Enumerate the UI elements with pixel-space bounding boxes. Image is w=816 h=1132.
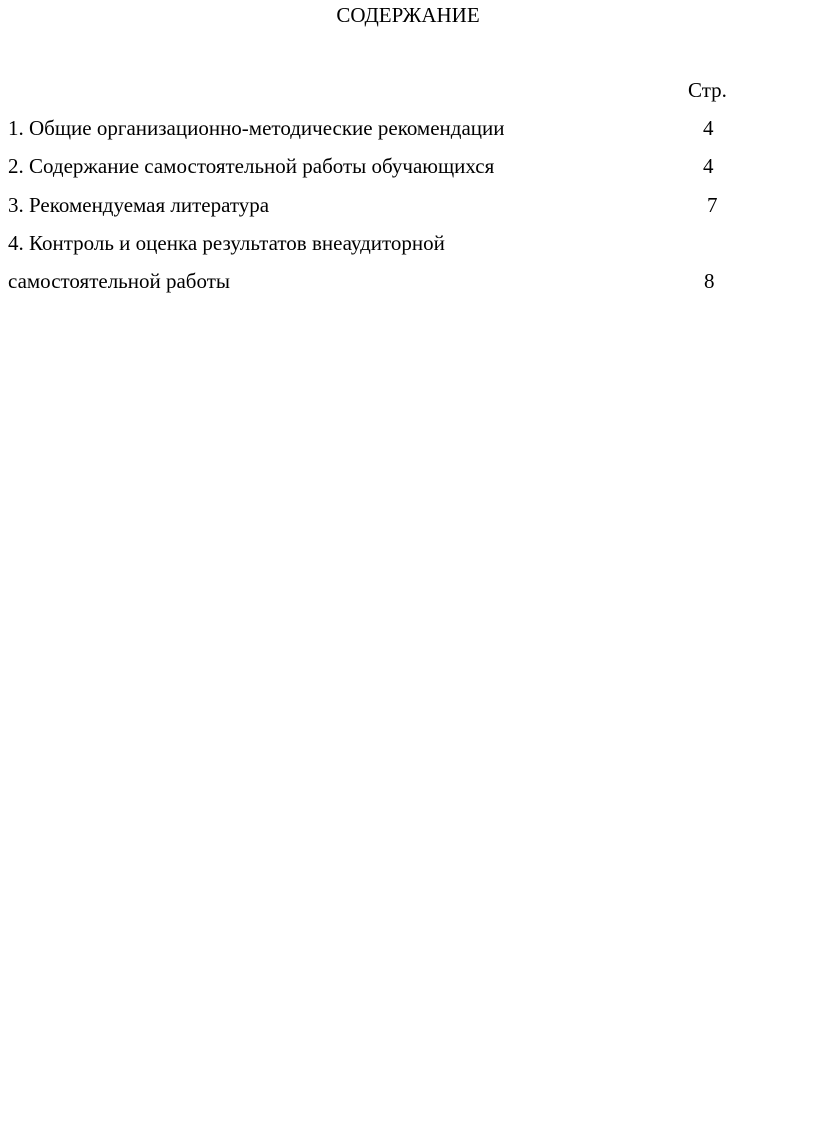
toc-item-3 — [8, 192, 269, 218]
toc-item-4 — [8, 230, 445, 256]
toc-item-1 — [8, 115, 505, 141]
toc-item-text: 4. Контроль и оценка результатов внеаудиторной — [8, 231, 445, 255]
toc-item-4-page: 8 — [704, 269, 715, 293]
toc-item-text: 3. Рекомендуемая литература — [8, 193, 270, 217]
toc-item-2-page: 4 — [703, 154, 714, 178]
toc-item-text: самостоятельной работы — [8, 269, 230, 293]
toc-item-1-page: 4 — [703, 116, 714, 140]
page-title: СОДЕРЖАНИЕ — [336, 3, 480, 27]
toc-item-4-continuation — [8, 268, 230, 294]
toc-item-text: 2. Содержание самостоятельной работы обучающихся — [8, 154, 495, 178]
pages-column-label: Стр. — [688, 78, 727, 102]
toc-item-3-page: 7 — [707, 193, 718, 217]
toc-item-text: 1. Общие организационно-методические рекомендации — [8, 116, 505, 140]
toc-item-2 — [8, 153, 494, 179]
